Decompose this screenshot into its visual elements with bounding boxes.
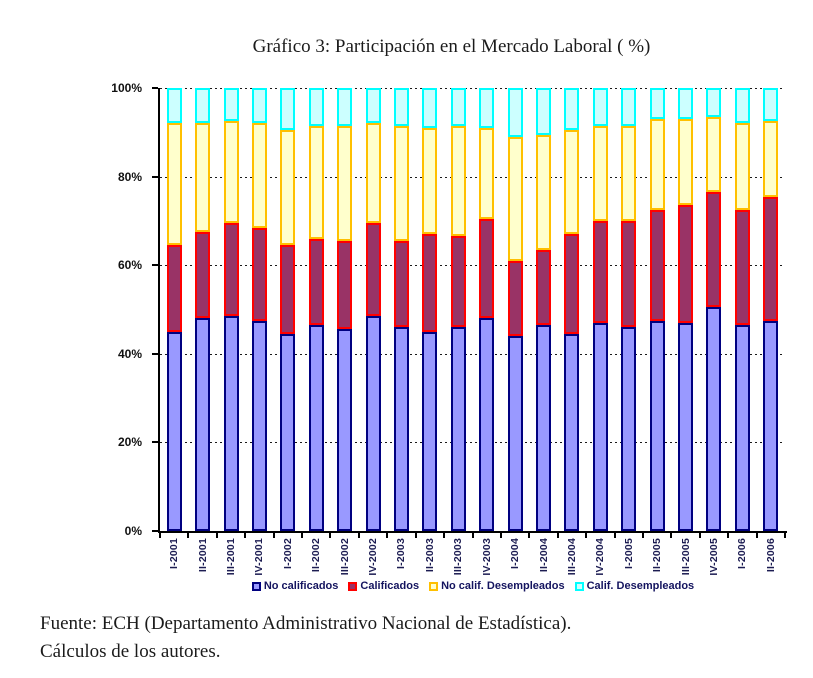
bar-segment [650,321,665,531]
x-axis [160,538,785,586]
bar-segment [508,88,523,137]
bar-segment [763,121,778,196]
x-axis-label: I-2005 [622,538,635,569]
bar-segment [621,221,636,327]
bar-segment [451,327,466,531]
bar-II-2001 [195,88,210,531]
bar-segment [735,123,750,209]
legend-label: No calificados [263,580,339,592]
bar-segment [252,228,267,321]
bar-segment [252,321,267,531]
bar-segment [479,88,494,128]
bar-II-2006 [763,88,778,531]
bar-III-2003 [451,88,466,531]
bar-segment [564,88,579,130]
bar-segment [309,325,324,531]
legend-item [429,580,565,592]
bar-segment [195,318,210,531]
bar-segment [593,126,608,221]
bar-segment [337,241,352,330]
y-axis-label: 80% [117,169,142,184]
legend-label: Calificados [360,580,420,592]
bar-segment [252,88,267,123]
legend-marker-icon [429,582,438,591]
y-axis-label: 40% [117,346,142,361]
bar-segment [763,197,778,321]
legend-marker-icon [575,582,584,591]
bar-segment [536,250,551,325]
bar-segment [735,88,750,123]
bar-segment [564,334,579,531]
bar-segment [224,121,239,223]
bar-III-2005 [678,88,693,531]
bar-segment [195,232,210,318]
bar-segment [593,221,608,323]
legend-marker-icon [252,582,261,591]
bar-segment [280,88,295,130]
x-axis-label: III-2005 [679,538,692,576]
bar-segment [735,210,750,325]
bar-segment [394,327,409,531]
x-axis-label: I-2003 [395,538,408,569]
bar-segment [451,236,466,327]
y-axis-label: 20% [117,435,142,450]
legend-marker-icon [348,582,357,591]
bar-I-2004 [508,88,523,531]
bar-IV-2003 [479,88,494,531]
bar-II-2002 [309,88,324,531]
bar-segment [678,323,693,531]
y-tick [152,441,158,443]
x-axis-label: IV-2003 [480,538,493,576]
bar-IV-2002 [366,88,381,531]
bar-segment [706,307,721,531]
bar-II-2004 [536,88,551,531]
bar-III-2004 [564,88,579,531]
bar-segment [422,128,437,234]
source-note-line-2: Cálculos de los autores. [40,641,221,662]
bar-segment [508,261,523,336]
bar-segment [678,205,693,322]
y-tick [152,87,158,89]
bar-I-2001 [167,88,182,531]
bar-segment [167,123,182,245]
bar-segment [422,332,437,531]
x-axis-label: I-2001 [168,538,181,569]
legend-item [575,580,695,592]
bar-I-2003 [394,88,409,531]
bar-segment [706,192,721,307]
bar-segment [536,135,551,250]
bar-segment [508,336,523,531]
bar-segment [621,126,636,221]
y-tick [152,264,158,266]
x-axis-label: I-2004 [509,538,522,569]
bar-segment [280,245,295,334]
bar-segment [451,126,466,237]
y-tick [152,353,158,355]
bar-segment [735,325,750,531]
bar-segment [309,239,324,325]
bar-I-2002 [280,88,295,531]
bar-segment [309,126,324,239]
bar-segment [224,223,239,316]
bar-segment [650,210,665,321]
bar-segment [394,241,409,327]
x-axis-label: III-2001 [225,538,238,576]
x-axis-label: IV-2001 [253,538,266,576]
bar-segment [167,245,182,331]
plot-area [160,88,785,531]
bar-segment [536,325,551,531]
bar-IV-2001 [252,88,267,531]
bar-segment [706,88,721,117]
bar-segment [422,234,437,331]
y-axis-label: 100% [111,81,142,95]
y-axis-label: 60% [117,258,142,273]
y-axis [0,81,150,538]
bar-segment [252,123,267,227]
x-axis-label: III-2002 [338,538,351,576]
x-axis-label: III-2003 [452,538,465,576]
bar-segment [366,123,381,223]
bar-segment [706,117,721,192]
y-tick [152,176,158,178]
x-axis-label: II-2001 [196,538,209,573]
bar-segment [366,223,381,316]
bar-segment [479,219,494,319]
bar-III-2002 [337,88,352,531]
bar-I-2006 [735,88,750,531]
bar-segment [224,88,239,121]
bar-segment [593,88,608,126]
bar-segment [422,88,437,128]
y-axis-label: 0% [124,524,142,538]
bar-segment [195,123,210,232]
bar-segment [763,88,778,121]
bar-segment [621,88,636,126]
x-axis-label: IV-2002 [367,538,380,576]
bar-segment [678,119,693,205]
bar-segment [479,128,494,219]
bar-segment [280,334,295,531]
bar-segment [451,88,466,126]
bar-segment [650,88,665,119]
x-axis-label: II-2006 [764,538,777,573]
bar-segment [366,88,381,123]
x-axis-label: II-2003 [423,538,436,573]
y-tick [152,530,158,532]
source-note-line-1: Fuente: ECH (Departamento Administrativo Nacional de Estadística). [40,613,572,634]
x-axis-label: III-2004 [565,538,578,576]
bar-segment [167,88,182,123]
bar-II-2005 [650,88,665,531]
x-axis-label: II-2004 [537,538,550,573]
bar-segment [195,88,210,123]
x-axis-label: I-2002 [281,538,294,569]
bar-segment [593,323,608,531]
bar-segment [167,332,182,531]
bar-IV-2004 [593,88,608,531]
bar-segment [650,119,665,210]
x-axis-label: IV-2005 [707,538,720,576]
bar-segment [479,318,494,531]
bar-segment [337,329,352,531]
bar-segment [366,316,381,531]
bar-segment [394,126,409,241]
legend-item [348,580,419,592]
bar-segment [224,316,239,531]
legend-label: No calif. Desempleados [441,580,565,592]
bar-segment [337,126,352,241]
bar-segment [337,88,352,126]
x-axis-label: II-2005 [651,538,664,573]
chart-title: Gráfico 3: Participación en el Mercado Laboral ( %) [252,36,651,57]
bar-II-2003 [422,88,437,531]
x-axis-label: II-2002 [310,538,323,573]
bar-series-container [160,88,785,531]
bar-segment [621,327,636,531]
bar-III-2001 [224,88,239,531]
bar-segment [564,234,579,334]
legend-label: Calif. Desempleados [586,580,695,592]
legend-item [252,580,339,592]
bar-segment [564,130,579,234]
x-axis-label: IV-2004 [594,538,607,576]
bar-segment [309,88,324,126]
bar-segment [536,88,551,135]
bar-segment [763,321,778,531]
bar-segment [280,130,295,245]
bar-IV-2005 [706,88,721,531]
bar-segment [508,137,523,261]
bar-I-2005 [621,88,636,531]
x-axis-label: I-2006 [736,538,749,569]
bar-segment [394,88,409,126]
bar-segment [678,88,693,119]
legend [160,580,786,592]
